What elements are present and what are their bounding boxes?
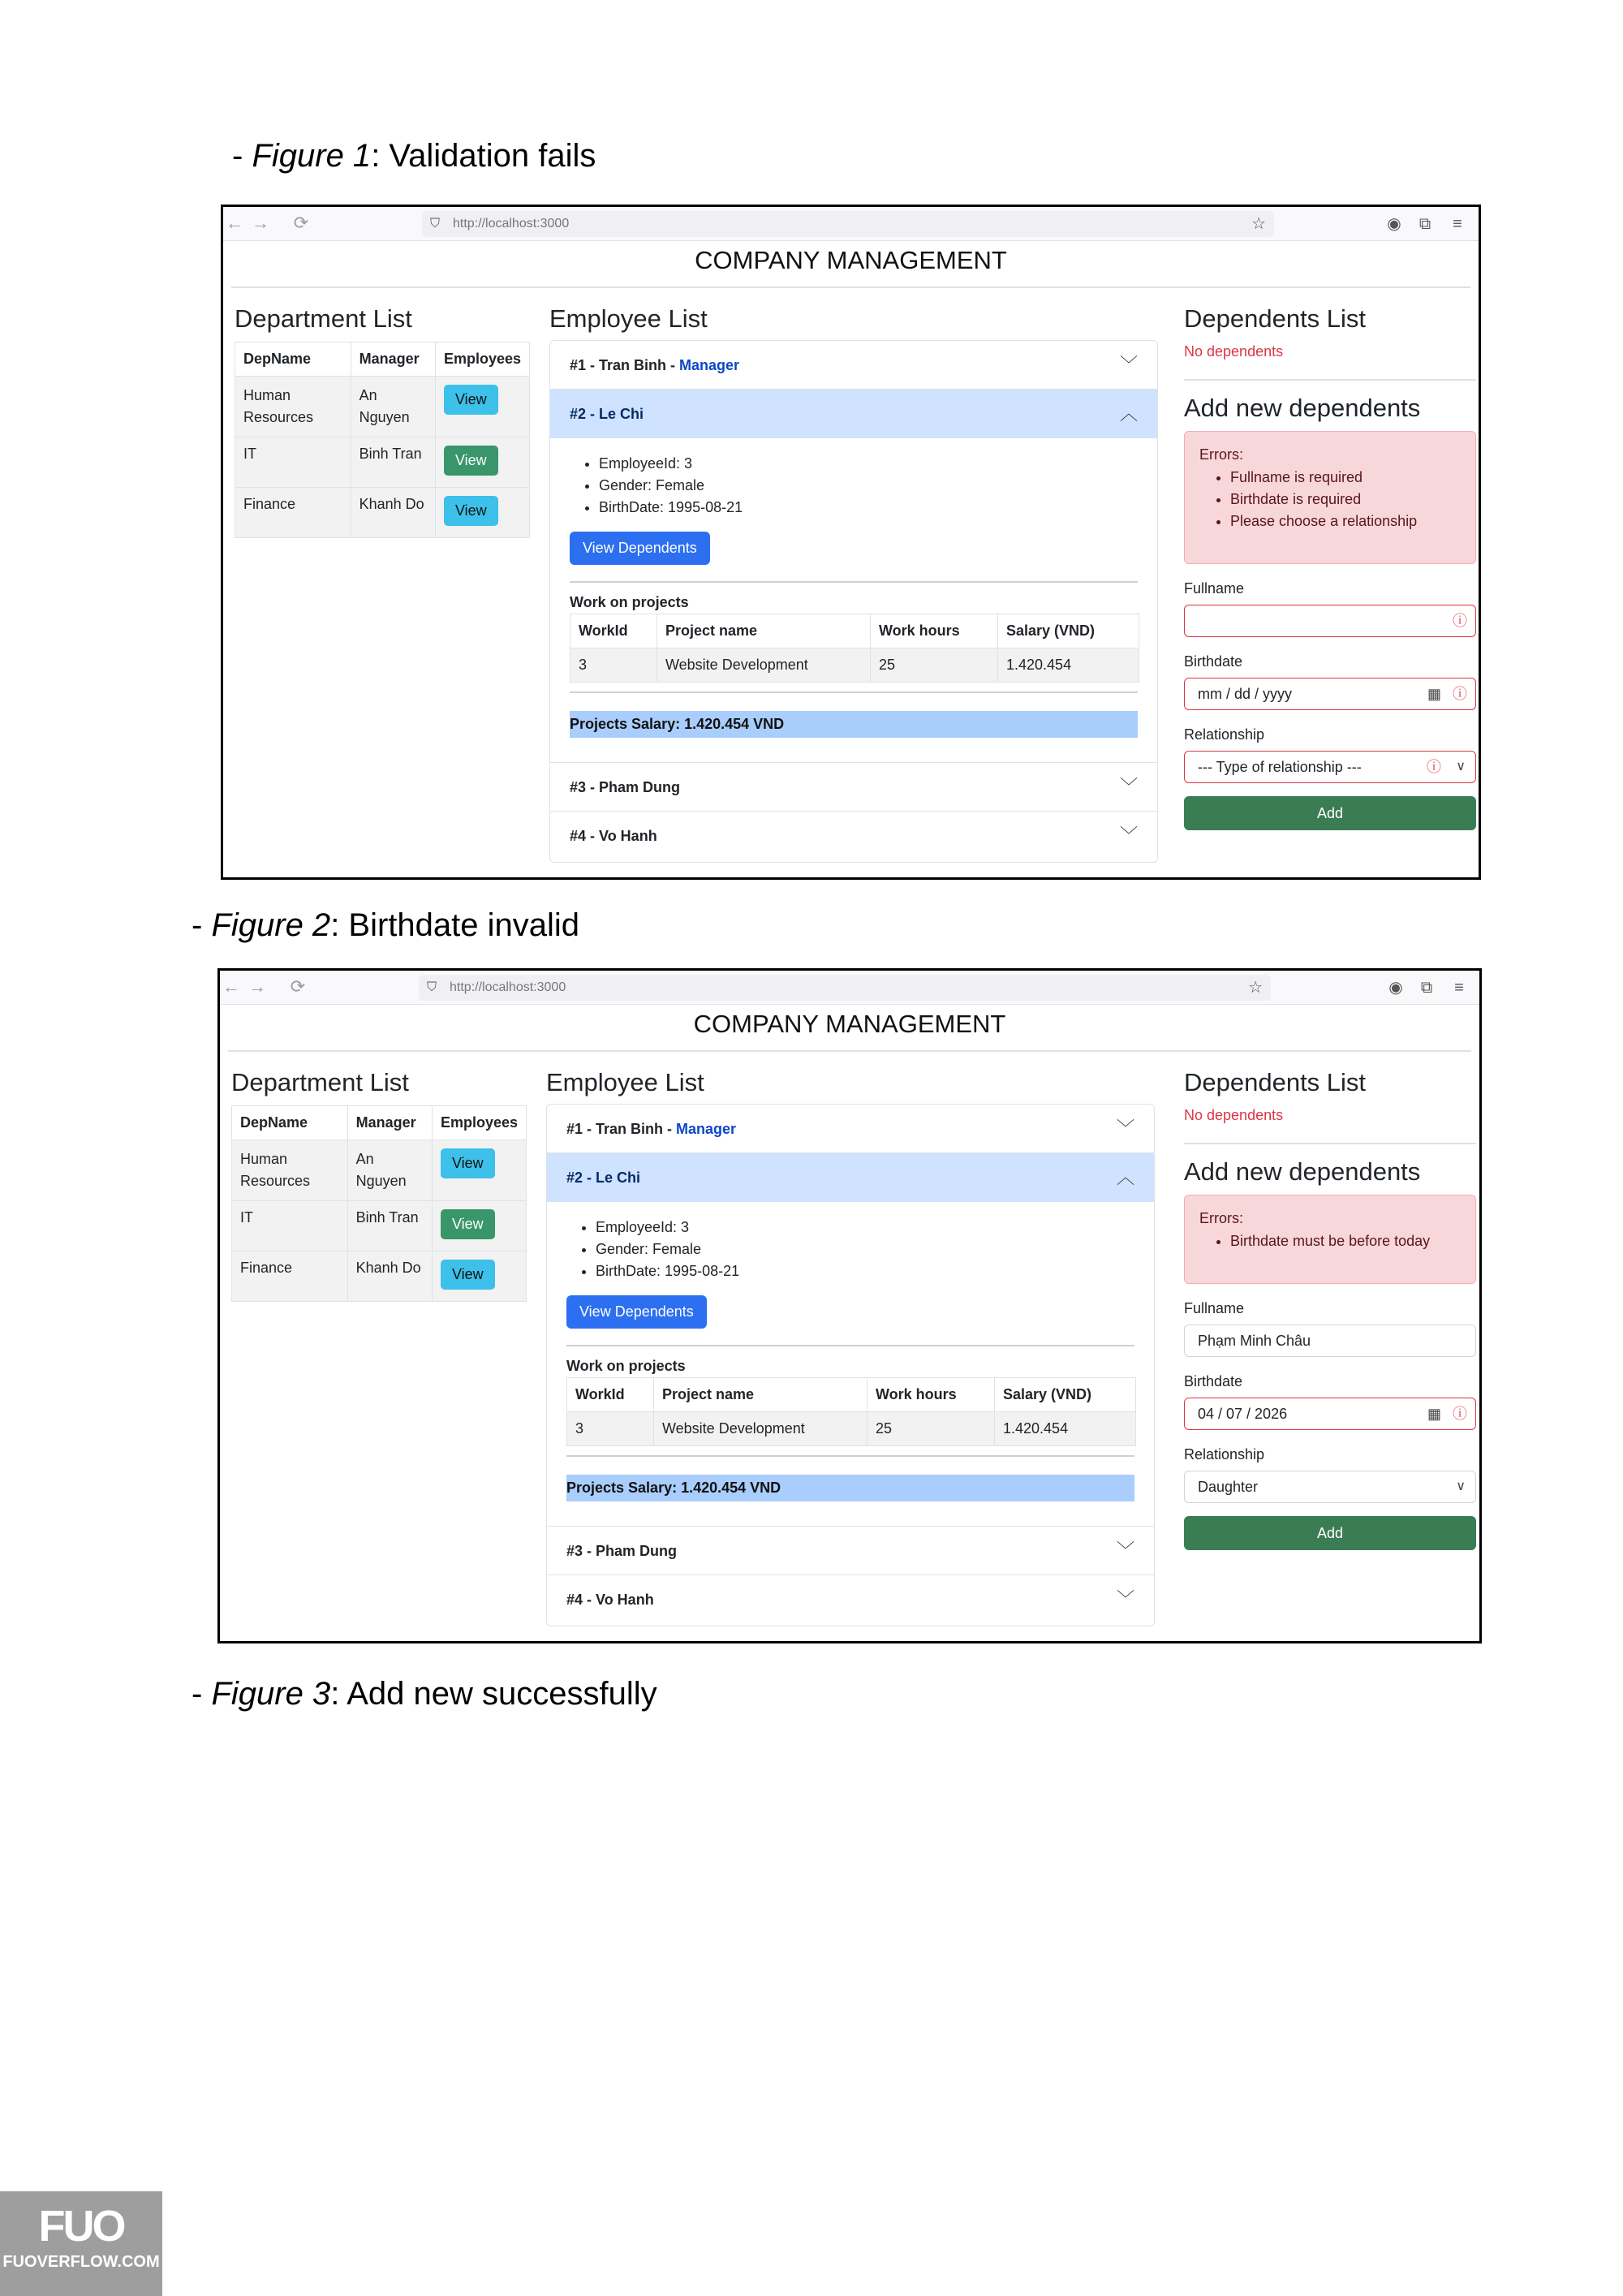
relationship-select[interactable]: Daughter ∨ bbox=[1184, 1471, 1476, 1503]
employee-accordion bbox=[549, 340, 1158, 863]
dependents-list-heading: Dependents List bbox=[1184, 1068, 1367, 1096]
chevron-down-icon: ﹀ bbox=[1116, 1540, 1134, 1561]
chevron-down-icon: ﹀ bbox=[1119, 825, 1138, 846]
fullname-label: Fullname bbox=[1184, 1300, 1245, 1316]
birthdate-field[interactable]: 04 / 07 / 2026 ▦ ⓘ bbox=[1184, 1398, 1476, 1430]
error-icon: ⓘ bbox=[1453, 613, 1467, 629]
figure-2-screenshot bbox=[217, 968, 1482, 1643]
error-alert: Errors: • Fullname is required • Birthdate is required • Please choose a relationship bbox=[1184, 431, 1476, 564]
reload-icon[interactable]: ⟳ bbox=[293, 213, 309, 233]
employee-details: • EmployeeId: 3 • Gender: Female • BirthDate: 1995-08-21 bbox=[599, 453, 743, 519]
projects-table: WorkId Project name Work hours Salary (VND) 3 Website Development 25 1.420.454 bbox=[566, 1377, 1136, 1446]
table-row: IT Binh Tran View bbox=[235, 437, 530, 488]
department-list-heading: Department List bbox=[231, 1068, 409, 1096]
chevron-down-icon: ﹀ bbox=[1119, 777, 1138, 797]
dependents-divider bbox=[1184, 1143, 1476, 1144]
employee-header[interactable]: #3 - Pham Dung ﹀ bbox=[550, 763, 1157, 812]
error-alert: Errors: • Birthdate must be before today bbox=[1184, 1195, 1476, 1284]
employee-item bbox=[547, 1575, 1154, 1626]
title-divider bbox=[228, 1050, 1471, 1052]
relationship-label: Relationship bbox=[1184, 1446, 1265, 1462]
table-row: 3 Website Development 25 1.420.454 bbox=[567, 1412, 1136, 1446]
col-depname: DepName bbox=[235, 342, 351, 377]
projects-salary: Projects Salary: 1.420.454 VND bbox=[566, 1475, 1134, 1501]
back-icon[interactable]: ← bbox=[226, 213, 243, 233]
error-icon: ⓘ bbox=[1453, 1406, 1467, 1422]
view-employees-button[interactable]: View bbox=[441, 1148, 495, 1178]
no-dependents-text: No dependents bbox=[1184, 1107, 1284, 1123]
app-title: COMPANY MANAGEMENT bbox=[695, 246, 1007, 274]
employee-accordion bbox=[546, 1104, 1155, 1626]
dependents-divider bbox=[1184, 379, 1476, 381]
fullname-field[interactable] bbox=[1184, 605, 1476, 637]
view-employees-button[interactable]: View bbox=[441, 1209, 495, 1239]
employee-item bbox=[550, 763, 1157, 812]
table-row: Human Resources An Nguyen View bbox=[232, 1140, 527, 1201]
employee-header[interactable]: #2 - Le Chi ︿ bbox=[547, 1153, 1154, 1202]
figure-3-caption: - Figure 3: Add new successfully bbox=[192, 1676, 657, 1712]
employee-list-heading: Employee List bbox=[549, 304, 708, 333]
work-on-projects-heading: Work on projects bbox=[566, 1358, 686, 1374]
view-dependents-button[interactable]: View Dependents bbox=[566, 1295, 707, 1329]
projects-table: WorkId Project name Work hours Salary (VND) 3 Website Development 25 1.420.454 bbox=[570, 614, 1139, 683]
col-employees: Employees bbox=[435, 342, 529, 377]
chevron-down-icon: ﹀ bbox=[1116, 1118, 1134, 1139]
app-title: COMPANY MANAGEMENT bbox=[693, 1010, 1006, 1038]
department-list-heading: Department List bbox=[235, 304, 412, 333]
view-employees-button[interactable]: View bbox=[444, 446, 498, 476]
chevron-up-icon: ︿ bbox=[1116, 1167, 1134, 1187]
employee-item bbox=[547, 1153, 1154, 1527]
department-table bbox=[231, 1105, 527, 1302]
chevron-up-icon: ︿ bbox=[1119, 403, 1138, 424]
browser-toolbar bbox=[223, 207, 1479, 241]
url-text: http://localhost:3000 bbox=[453, 217, 570, 230]
col-depname: DepName bbox=[232, 1106, 348, 1140]
col-manager: Manager bbox=[347, 1106, 432, 1140]
back-icon[interactable]: ← bbox=[222, 976, 240, 997]
relationship-select[interactable]: --- Type of relationship --- ⓘ ∨ bbox=[1184, 751, 1476, 783]
divider bbox=[570, 581, 1138, 583]
forward-icon[interactable]: → bbox=[248, 976, 266, 997]
reload-icon[interactable]: ⟳ bbox=[290, 976, 306, 997]
employee-item bbox=[550, 812, 1157, 862]
department-table bbox=[235, 342, 530, 538]
shield-icon: ⛉ bbox=[427, 980, 437, 994]
extensions-icon[interactable]: ⧉ bbox=[1420, 979, 1433, 997]
bookmark-star-icon[interactable]: ☆ bbox=[1248, 979, 1263, 997]
account-icon[interactable]: ◉ bbox=[1387, 215, 1401, 233]
employee-list-heading: Employee List bbox=[546, 1068, 704, 1096]
employee-header[interactable]: #1 - Tran Binh - Manager ﹀ bbox=[550, 341, 1157, 390]
view-employees-button[interactable]: View bbox=[444, 496, 498, 526]
table-row: 3 Website Development 25 1.420.454 bbox=[570, 648, 1139, 683]
birthdate-label: Birthdate bbox=[1184, 653, 1243, 670]
employee-item bbox=[547, 1105, 1154, 1153]
projects-salary: Projects Salary: 1.420.454 VND bbox=[570, 711, 1138, 738]
table-row: Human Resources An Nguyen View bbox=[235, 377, 530, 437]
view-employees-button[interactable]: View bbox=[441, 1260, 495, 1290]
browser-toolbar bbox=[220, 971, 1479, 1005]
extensions-icon[interactable]: ⧉ bbox=[1419, 215, 1431, 233]
birthdate-field[interactable]: mm / dd / yyyy ▦ ⓘ bbox=[1184, 678, 1476, 710]
chevron-down-icon: ∨ bbox=[1456, 760, 1466, 773]
manager-badge: Manager bbox=[679, 357, 740, 373]
divider bbox=[566, 1455, 1134, 1457]
url-text: http://localhost:3000 bbox=[450, 980, 566, 994]
manager-badge: Manager bbox=[676, 1121, 737, 1137]
relationship-label: Relationship bbox=[1184, 726, 1265, 743]
table-row: Finance Khanh Do View bbox=[232, 1251, 527, 1302]
table-row: Finance Khanh Do View bbox=[235, 488, 530, 538]
shield-icon: ⛉ bbox=[430, 217, 441, 230]
address-bar[interactable] bbox=[422, 211, 1274, 237]
col-employees: Employees bbox=[432, 1106, 526, 1140]
no-dependents-text: No dependents bbox=[1184, 343, 1284, 360]
employee-header[interactable]: #4 - Vo Hanh ﹀ bbox=[550, 812, 1157, 860]
fullname-label: Fullname bbox=[1184, 580, 1245, 597]
employee-item bbox=[547, 1527, 1154, 1575]
employee-details: • EmployeeId: 3 • Gender: Female • BirthDate: 1995-08-21 bbox=[596, 1217, 739, 1282]
chevron-down-icon: ﹀ bbox=[1116, 1589, 1134, 1609]
add-button[interactable]: Add bbox=[1184, 1516, 1476, 1550]
dependents-list-heading: Dependents List bbox=[1184, 304, 1367, 333]
birthdate-label: Birthdate bbox=[1184, 1373, 1243, 1389]
account-icon[interactable]: ◉ bbox=[1388, 979, 1403, 997]
chevron-down-icon: ∨ bbox=[1456, 1480, 1466, 1493]
forward-icon[interactable]: → bbox=[252, 213, 269, 233]
error-icon: ⓘ bbox=[1427, 759, 1441, 775]
figure-1-caption: - Figure 1: Validation fails bbox=[232, 138, 596, 174]
view-dependents-button[interactable]: View Dependents bbox=[570, 532, 710, 565]
employee-item bbox=[550, 341, 1157, 390]
divider bbox=[566, 1345, 1134, 1346]
chevron-down-icon: ﹀ bbox=[1119, 355, 1138, 375]
view-employees-button[interactable]: View bbox=[444, 385, 498, 415]
calendar-icon[interactable]: ▦ bbox=[1427, 686, 1441, 702]
employee-header[interactable]: #1 - Tran Binh - Manager ﹀ bbox=[547, 1105, 1154, 1153]
fullname-field[interactable]: Phạm Minh Châu bbox=[1184, 1325, 1476, 1357]
add-dependents-heading: Add new dependents bbox=[1184, 1157, 1421, 1186]
address-bar[interactable] bbox=[419, 975, 1271, 1001]
fuoverflow-logo: FUO FUOVERFLOW.COM bbox=[0, 2191, 162, 2296]
table-row: IT Binh Tran View bbox=[232, 1201, 527, 1251]
menu-icon[interactable]: ≡ bbox=[1453, 215, 1462, 233]
calendar-icon[interactable]: ▦ bbox=[1427, 1406, 1441, 1422]
figure-2-caption: - Figure 2: Birthdate invalid bbox=[192, 907, 580, 943]
col-manager: Manager bbox=[351, 342, 435, 377]
title-divider bbox=[231, 286, 1470, 288]
menu-icon[interactable]: ≡ bbox=[1454, 979, 1464, 997]
employee-header[interactable]: #2 - Le Chi ︿ bbox=[550, 390, 1157, 438]
bookmark-star-icon[interactable]: ☆ bbox=[1251, 215, 1266, 233]
add-dependents-heading: Add new dependents bbox=[1184, 394, 1421, 422]
employee-header[interactable]: #3 - Pham Dung ﹀ bbox=[547, 1527, 1154, 1575]
figure-1-screenshot bbox=[221, 205, 1481, 880]
error-icon: ⓘ bbox=[1453, 686, 1467, 702]
divider bbox=[570, 691, 1138, 693]
employee-item bbox=[550, 390, 1157, 763]
employee-header[interactable]: #4 - Vo Hanh ﹀ bbox=[547, 1575, 1154, 1624]
add-button[interactable]: Add bbox=[1184, 796, 1476, 830]
work-on-projects-heading: Work on projects bbox=[570, 594, 689, 610]
